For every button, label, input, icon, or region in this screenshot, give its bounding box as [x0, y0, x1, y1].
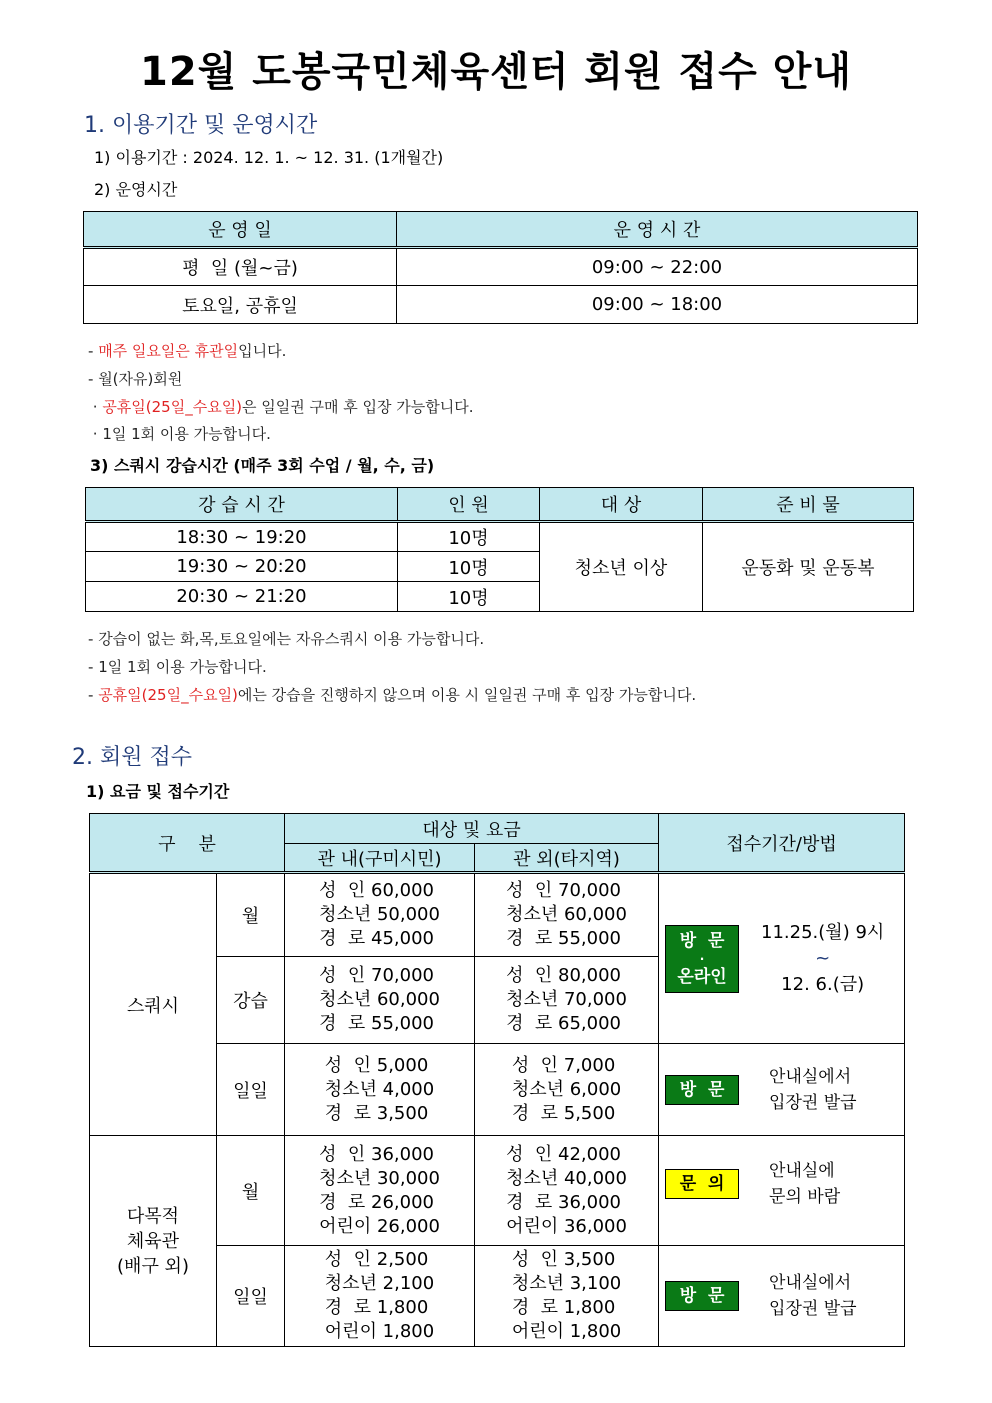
hours-header-day: 운 영 일 [84, 212, 397, 248]
fee-header-category: 구 분 [90, 814, 285, 873]
hours-time-weekday: 09:00 ~ 22:00 [397, 248, 918, 286]
squash-lesson-outside: 성 인 80,000 청소년 70,000 경 로 65,000 [475, 957, 659, 1044]
gym-monthly-method: 문 의 안내실에 문의 바람 [659, 1136, 905, 1246]
fee-header-method: 접수기간/방법 [659, 814, 905, 873]
note-monthly: - 월(자유)회원 [88, 370, 183, 388]
squash-note-once: - 1일 1회 이용 가능합니다. [88, 658, 267, 676]
note-once: · 1일 1회 이용 가능합니다. [88, 425, 271, 443]
squash-note-free: - 강습이 없는 화,목,토요일에는 자유스쿼시 이용 가능합니다. [88, 630, 485, 648]
squash-capacity-1: 10명 [398, 522, 540, 552]
section2-heading: 2. 회원 접수 [72, 745, 192, 770]
squash-daily-method: 방 문 안내실에서 입장권 발급 [659, 1044, 905, 1136]
squash-daily-outside: 성 인 7,000 청소년 6,000 경 로 5,500 [475, 1044, 659, 1136]
fee-header-inside: 관 내(구미시민) [285, 844, 475, 873]
hours-time-weekend: 09:00 ~ 18:00 [397, 286, 918, 324]
squash-time-2: 19:30 ~ 20:20 [86, 552, 398, 582]
inquiry-badge: 문 의 [665, 1169, 739, 1199]
section1-heading: 1. 이용기간 및 운영시간 [84, 113, 318, 138]
gym-monthly-inside: 성 인 36,000 청소년 30,000 경 로 26,000 어린이 26,000 [285, 1136, 475, 1246]
squash-time-1: 18:30 ~ 19:20 [86, 522, 398, 552]
hours-day-weekend: 토요일, 공휴일 [84, 286, 397, 324]
squash-lesson-inside: 성 인 70,000 청소년 60,000 경 로 55,000 [285, 957, 475, 1044]
squash-monthly-lesson-method [659, 873, 905, 1044]
squash-monthly-label: 월 [217, 873, 285, 957]
squash-heading: 3) 스쿼시 강습시간 (매주 3회 수업 / 월, 수, 금) [90, 456, 435, 475]
hours-table [83, 211, 918, 324]
squash-capacity-2: 10명 [398, 552, 540, 582]
gym-daily-outside: 성 인 3,500 청소년 3,100 경 로 1,800 어린이 1,800 [475, 1246, 659, 1347]
squash-capacity-3: 10명 [398, 582, 540, 612]
gym-daily-label: 일일 [217, 1246, 285, 1347]
squash-daily-label: 일일 [217, 1044, 285, 1136]
squash-monthly-outside: 성 인 70,000 청소년 60,000 경 로 55,000 [475, 873, 659, 957]
hours-heading: 2) 운영시간 [94, 180, 178, 199]
fee-header-outside: 관 외(타지역) [475, 844, 659, 873]
registration-period: 11.25.(월) 9시 ~ 12. 6.(금) [761, 921, 885, 995]
gym-daily-inside: 성 인 2,500 청소년 2,100 경 로 1,800 어린이 1,800 [285, 1246, 475, 1347]
gym-monthly-outside: 성 인 42,000 청소년 40,000 경 로 36,000 어린이 36,000 [475, 1136, 659, 1246]
squash-target: 청소년 이상 [540, 522, 703, 612]
visit-badge: 방 문 [665, 1075, 739, 1105]
squash-lesson-label: 강습 [217, 957, 285, 1044]
squash-category: 스쿼시 [90, 873, 217, 1136]
squash-daily-inside: 성 인 5,000 청소년 4,000 경 로 3,500 [285, 1044, 475, 1136]
squash-time-3: 20:30 ~ 21:20 [86, 582, 398, 612]
hours-header-time: 운 영 시 간 [397, 212, 918, 248]
gym-daily-method: 방 문 안내실에서 입장권 발급 [659, 1246, 905, 1347]
squash-monthly-inside: 성 인 60,000 청소년 50,000 경 로 45,000 [285, 873, 475, 957]
squash-header-time: 강 습 시 간 [86, 488, 398, 522]
squash-table [85, 487, 914, 612]
squash-header-supplies: 준 비 물 [703, 488, 914, 522]
note-holiday: · 공휴일(25일_수요일)은 일일권 구매 후 입장 가능합니다. [88, 398, 474, 416]
visit-badge: 방 문 [665, 1281, 739, 1311]
fee-header-target-fee: 대상 및 요금 [285, 814, 659, 844]
fee-subheading: 1) 요금 및 접수기간 [86, 782, 230, 801]
hours-day-weekday: 평 일 (월~금) [84, 248, 397, 286]
squash-header-target: 대 상 [540, 488, 703, 522]
squash-header-capacity: 인 원 [398, 488, 540, 522]
visit-online-badge: 방 문 · 온라인 [665, 925, 739, 993]
squash-note-holiday: - 공휴일(25일_수요일)에는 강습을 진행하지 않으며 이용 시 일일권 구매 후 입장 가능합니다. [88, 686, 697, 704]
squash-supplies: 운동화 및 운동복 [703, 522, 914, 612]
usage-period: 1) 이용기간 : 2024. 12. 1. ~ 12. 31. (1개월간) [94, 148, 444, 167]
fee-table [89, 813, 905, 1347]
gym-category: 다목적 체육관 (배구 외) [90, 1136, 217, 1347]
page-title: 12월 도봉국민체육센터 회원 접수 안내 [140, 49, 852, 95]
gym-monthly-label: 월 [217, 1136, 285, 1246]
note-closed: - 매주 일요일은 휴관일입니다. [88, 342, 287, 360]
